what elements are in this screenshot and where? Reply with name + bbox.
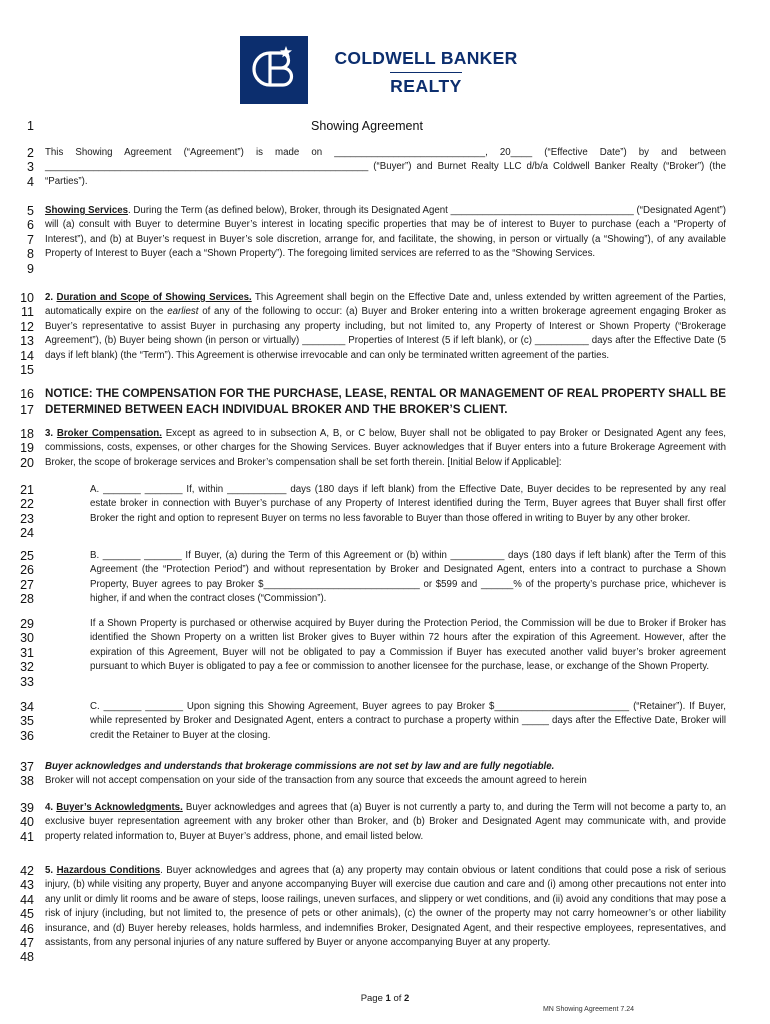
line-numbers: 1 bbox=[27, 119, 34, 133]
commission-negotiable-note: Buyer acknowledges and understands that brokerage commissions are not set by law and are fully negotiable. bbox=[45, 761, 555, 772]
cb-monogram-icon bbox=[240, 36, 308, 104]
section-2-text: 2. Duration and Scope of Showing Services. This Agreement shall begin on the Effective Date and, unless extended by written agreement of the Parties, automatically expire on the earliest of any of the following to occur: (a) Buyer and Broker entering into a written brokerage agreement engaging Broker as Buyer’s representative to assist Buyer in purchasing any property including, but not limited to, any Property of Interest or Shown Property (“Brokerage Agreement”), (b) Buyer being shown (in person or virtually) ________ Properties of Interest (5 if left blank), or (c) __________ days after the Effective Date (5 days if left blank) (the “Term”). This Agreement is otherwise irrevocable and can only be terminated written agreement of the parties. bbox=[45, 292, 726, 361]
commission-acknowledgment-text bbox=[45, 760, 726, 789]
line-numbers: 21 22 23 24 bbox=[20, 483, 34, 541]
title-row bbox=[8, 119, 726, 135]
section-4-text: 4. Buyer’s Acknowledgments. Buyer acknowledges and agrees that (a) Buyer is not currently a party to, and during the Term will not become a party to, an exclusive buyer representation agreement with any broker other than Broker, and (b) Broker and Designated Agent may communicate with, and provide property related information to, Buyer at Buyer’s address, phone, and email listed below. bbox=[45, 802, 726, 842]
protection-period-text: If a Shown Property is purchased or otherwise acquired by Buyer during the Protection Period, the Commission will be due to Broker if Broker has identified the Shown Property on a written list Broker gives to Buyer within 72 hours after the expiration of this Agreement. However, after the expiration of this Agreement, Buyer will not be obligated to pay a Commission if Buyer has executed another valid buyer’s broker agreement pursuant to which Buyer is obligated to pay a fee or commission to another licensee for the purchase, lease, or exchange of the Shown Property. bbox=[90, 618, 726, 673]
line-numbers: 2 3 4 bbox=[27, 146, 34, 189]
logo-subtitle: REALTY bbox=[390, 76, 462, 96]
line-numbers: 5 6 7 8 9 bbox=[27, 204, 34, 276]
section-4-heading: Buyer’s Acknowledgments. bbox=[56, 802, 183, 813]
line-numbers: 25 26 27 28 bbox=[20, 549, 34, 607]
section-1-heading: Showing Services bbox=[45, 205, 128, 216]
logo-wordmark: COLDWELL BANKER bbox=[334, 48, 518, 68]
parties-text: This Showing Agreement (“Agreement”) is made on ____________________________, 20____ (“Effective Date”) by and between ____________________________________________________________ (“Buyer”) and Burnet Realty LLC d/b/a Coldwell Banker Realty (“Broker”) (the “Parties”). bbox=[45, 147, 726, 187]
line-numbers: 16 17 bbox=[20, 387, 34, 417]
line-numbers: 18 19 20 bbox=[20, 427, 34, 470]
form-version: MN Showing Agreement 7.24 bbox=[542, 1006, 634, 1013]
page-indicator: Page 1 of 2 bbox=[360, 993, 410, 1004]
compensation-limit-note: Broker will not accept compensation on your side of the transaction from any source that exceeds the amount agreed to herein bbox=[45, 775, 587, 787]
section-3-heading: Broker Compensation. bbox=[56, 428, 162, 439]
line-numbers: 29 30 31 32 33 bbox=[20, 617, 34, 689]
line-numbers: 37 38 bbox=[20, 760, 34, 789]
notice-text: NOTICE: THE COMPENSATION FOR THE PURCHASE, LEASE, RENTAL OR MANAGEMENT OF REAL PROPERTY SHALL BE DETERMINED BETWEEN EACH INDIVIDUAL BROKER AND THE BROKER’S CLIENT. bbox=[45, 387, 726, 416]
company-logo bbox=[240, 36, 530, 108]
subsection-b-text: B. _______ _______ If Buyer, (a) during the Term of this Agreement or (b) within __________ days (180 days if left blank) after the Term of this Agreement (the “Protection Period”) and without representation by Broker and Designated Agent, enters into a contract to purchase a Shown Property, Buyer agrees to pay Broker $_____________________________ or $599 and ______% of the property’s purchase price, whichever is higher, if and when the contract closes (“Commission”). bbox=[90, 550, 726, 605]
logo-divider bbox=[390, 72, 462, 73]
section-2-heading: Duration and Scope of Showing Services. bbox=[56, 292, 252, 303]
subsection-c-text: C. _______ _______ Upon signing this Showing Agreement, Buyer agrees to pay Broker $_________________________ (“Retainer”). If Buyer, while represented by Broker and Designated Agent, enters a contract to purchase a property within _____ days after the Effective Date, Broker will credit the Retainer to Buyer at the closing. bbox=[90, 701, 726, 741]
section-5-heading: Hazardous Conditions bbox=[56, 865, 161, 876]
subsection-a-text: A. _______ _______ If, within ___________ days (180 days if left blank) from the Effective Date, Buyer decides to be represented by any real estate broker in connection with Buyer’s purchase of any Property of Interest identified during the Term, Buyer agrees that Buyer shall first offer Broker the right and option to represent Buyer on terms no less favorable to Buyer than those offered in writing to Buyer by any other broker. bbox=[90, 484, 726, 524]
document-title: Showing Agreement bbox=[311, 119, 423, 133]
line-numbers: 39 40 41 bbox=[20, 801, 34, 844]
line-numbers: 10 11 12 13 14 15 bbox=[20, 291, 34, 378]
section-1-text: Showing Services. During the Term (as defined below), Broker, through its Designated Agent __________________________________ (“Designated Agent”) will (a) consult with Buyer to determine Buyer’s interest in locating specific properties that may be of interest to Buyer to purchase (each a “Property of Interest”), and (b) at Buyer’s request in Buyer’s sole discretion, arrange for, and facilitate, the showing, in person or virtually (a “Showing”), of any available Property of Interest to Buyer (each a “Shown Property”). The foregoing limited services are referred to as the “Showing Services. bbox=[45, 205, 726, 260]
section-3-text: 3. Broker Compensation. Except as agreed to in subsection A, B, or C below, Buyer shall not be obligated to pay Broker or Designated Agent any fees, commissions, costs, expenses, or other charges for the Showing Services. Buyer acknowledges that if Buyer enters into a future Brokerage Agreement with Broker, the scope of brokerage services and Broker’s compensation shall be set forth therein. [Initial Below if Applicable]: bbox=[45, 428, 726, 468]
line-numbers: 34 35 36 bbox=[20, 700, 34, 743]
line-numbers: 42 43 44 45 46 47 48 bbox=[20, 864, 34, 965]
section-5-text: 5. Hazardous Conditions. Buyer acknowledges and agrees that (a) any property may contain obvious or latent conditions that could pose a risk of serious injury, (b) while visiting any property, Buyer and anyone accompanying Buyer will exercise due caution and care and (i) among other precautions not enter into any unlit or dimly lit rooms and be aware of steps, loose railings, uneven surfaces, and slippery or wet conditions, and (ii) avoid any conditions that may pose a risk of injury (including, but not limited to, the presence of pets or other animals), (c) the owner of the property may not carry homeowner’s or other liability insurance, and (d) Buyer hereby releases, holds harmless, and indemnifies Broker, Designated Agent, and their respective employees, representatives, and assistants, from any personal injuries of any nature suffered by Buyer or anyone accompanying Buyer at any property. bbox=[45, 865, 726, 949]
